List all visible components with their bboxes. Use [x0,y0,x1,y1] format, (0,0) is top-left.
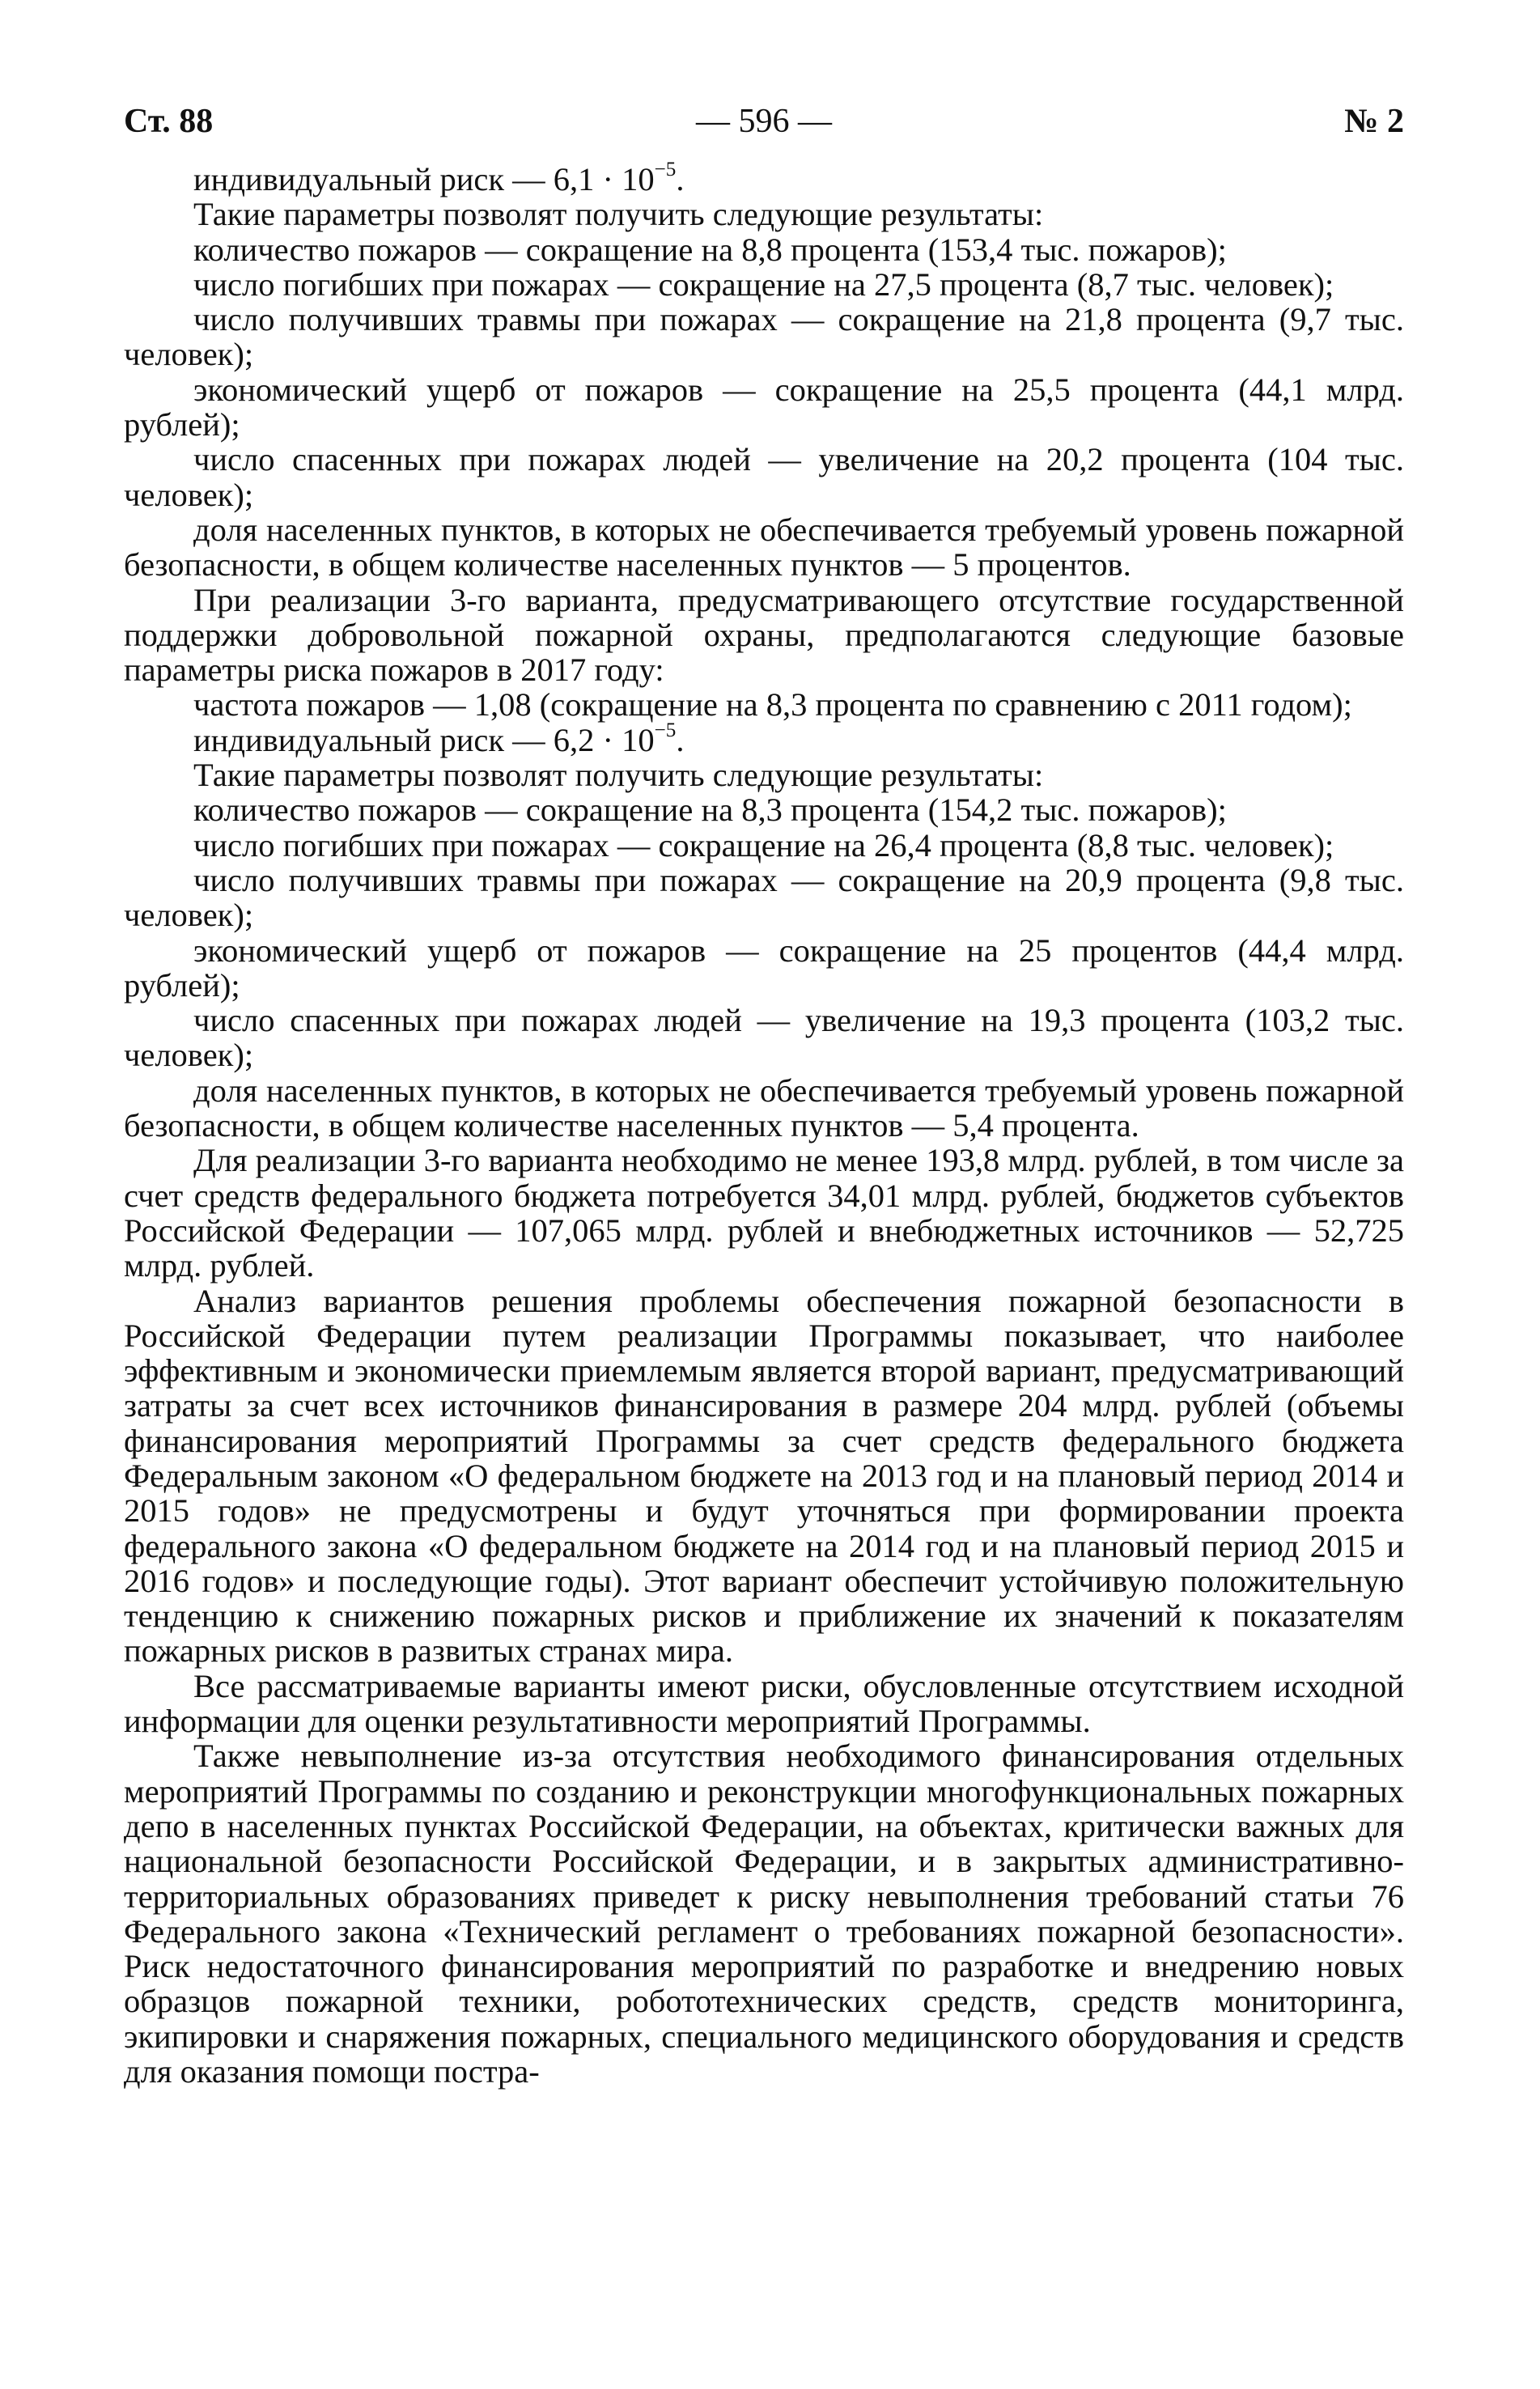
paragraph: число получивших травмы при пожарах — сокращение на 20,9 процента (9,8 тыс. человек); [124,861,1404,934]
paragraph: число погибших при пожарах — сокращение на 26,4 процента (8,8 тыс. человек); [193,826,1334,864]
paragraph: индивидуальный риск — $6,1 \cdot 10^{-5}$. [193,158,685,197]
paragraph: число спасенных при пожарах людей — увеличение на 19,3 процента (103,2 тыс. человек); [124,1002,1404,1074]
paragraph: доля населенных пунктов, в которых не обеспечивается требуемый уровень пожарной безопасности, в общем количестве населенных пунктов — 5,4 процента. [124,1071,1404,1144]
article-number: Ст. 88 [124,103,214,140]
paragraph: Для реализации 3-го варианта необходимо не менее 193,8 млрд. рублей, в том числе за счет средств федерального бюджета потребуется 34,01 млрд. рублей, бюджетов субъектов Российской Федерации — 107,065 млрд. рублей и внебюджетных источников — 52,725 млрд. рублей. [124,1142,1404,1284]
paragraph: доля населенных пунктов, в которых не обеспечивается требуемый уровень пожарной безопасности, в общем количестве населенных пунктов — 5 процентов. [124,511,1404,583]
paragraph: количество пожаров — сокращение на 8,3 процента (154,2 тыс. пожаров); [193,791,1227,829]
document-page [124,0,1404,2389]
paragraph: число погибших при пожарах — сокращение на 27,5 процента (8,7 тыс. человек); [193,265,1334,303]
paragraph: число получивших травмы при пожарах — сокращение на 21,8 процента (9,7 тыс. человек); [124,301,1404,373]
paragraph: Анализ вариантов решения проблемы обеспечения пожарной безопасности в Российской Федерации путем реализации Программы показывает, что наиболее эффективным и экономически приемлемым является второй вариант, предусматривающий затраты за счет всех источников финансирования в размере 204 млрд. рублей (объемы финансирования мероприятий Программы за счет средств федерального бюджета Федеральным законом «О федеральном бюджете на 2013 год и на плановый период 2014 и 2015 годов» не предусмотрены и будут уточняться при формировании проекта федерального закона «О федеральном бюджете на 2014 год и на плановый период 2015 и 2016 годов» и последующие годы). Этот вариант обеспечит устойчивую положительную тенденцию к снижению пожарных рисков и приближение их значений к показателям пожарных рисков в развитых странах мира. [124,1282,1404,1670]
body-text [124,158,1404,2090]
paragraph: Также невыполнение из-за отсутствия необходимого финансирования отдельных мероприятий Программы по созданию и реконструкции многофункциональных пожарных депо в населенных пунктах Российской Федерации, на объектах, критически важных для национальной безопасности Российской Федерации, и в закрытых административно-территориальных образованиях приведет к риску невыполнения требований статьи 76 Федерального закона «Технический регламент о требованиях пожарной безопасности». Риск недостаточного финансирования мероприятий по разработке и внедрению новых образцов пожарной техники, робототехнических средств, средств мониторинга, экипировки и снаряжения пожарных, специального медицинского оборудования и средств для оказания помощи постра- [124,1738,1404,2090]
page-number: — 596 — [696,103,832,140]
paragraph: При реализации 3-го варианта, предусматривающего отсутствие государственной поддержки добровольной пожарной охраны, предполагаются следующие базовые параметры риска пожаров в 2017 году: [124,581,1404,689]
issue-number: № 2 [1344,103,1404,140]
paragraph: число спасенных при пожарах людей — увеличение на 20,2 процента (104 тыс. человек); [124,441,1404,513]
paragraph: индивидуальный риск — $6,2 \cdot 10^{-5}$. [193,719,685,758]
page-header [124,102,1404,151]
paragraph: экономический ущерб от пожаров — сокращение на 25 процентов (44,4 млрд. рублей); [124,931,1404,1004]
paragraph: количество пожаров — сокращение на 8,8 процента (153,4 тыс. пожаров); [193,231,1227,268]
paragraph: Такие параметры позволят получить следующие результаты: [193,196,1044,233]
paragraph: Все рассматриваемые варианты имеют риски, обусловленные отсутствием исходной информации для оценки результативности мероприятий Программы. [124,1667,1404,1740]
paragraph: Такие параметры позволят получить следующие результаты: [193,757,1044,794]
paragraph: экономический ущерб от пожаров — сокращение на 25,5 процента (44,1 млрд. рублей); [124,371,1404,443]
paragraph: частота пожаров — 1,08 (сокращение на 8,3 процента по сравнению с 2011 годом); [193,686,1352,723]
